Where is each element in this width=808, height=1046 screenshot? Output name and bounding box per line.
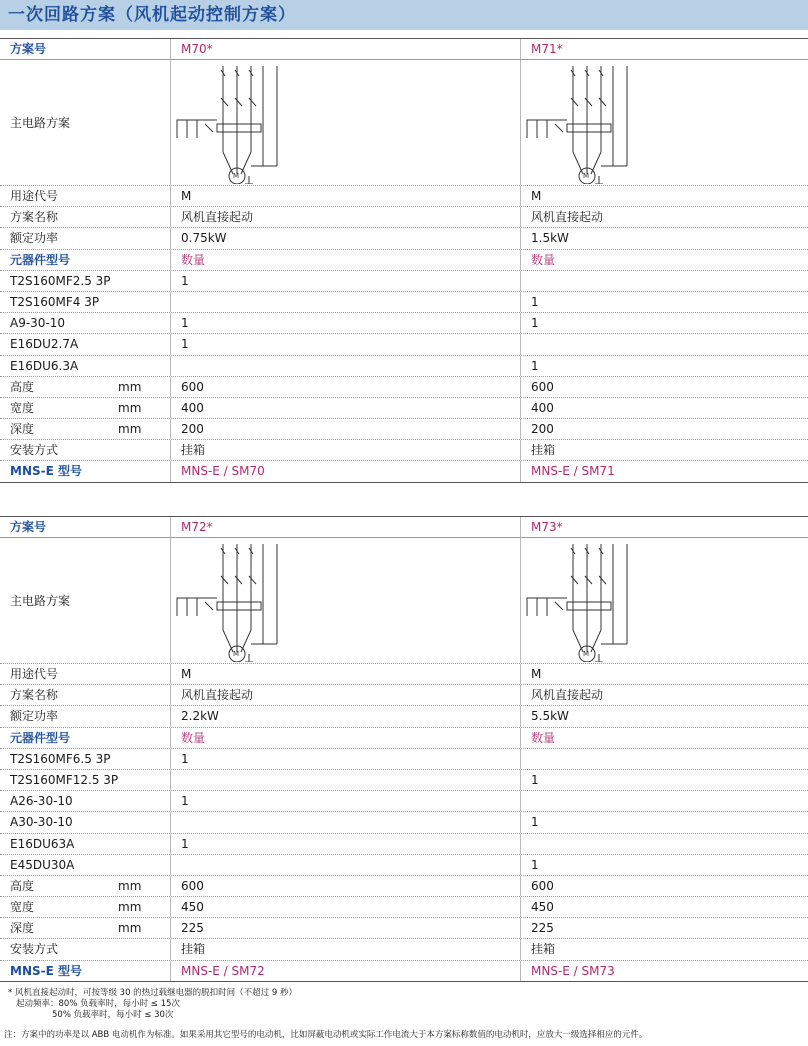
mns-model-value: MNS-E / SM71 bbox=[520, 461, 808, 481]
circuit-diagram-4 bbox=[520, 538, 808, 663]
svg-text:M: M bbox=[583, 650, 590, 658]
table-row bbox=[0, 812, 808, 833]
component-qty: 1 bbox=[520, 770, 808, 790]
power-value: 1.5kW bbox=[520, 228, 808, 248]
footnote-line-1: * 风机直接起动时，可按等级 30 的热过载继电器的脱扣时间（不超过 9 秒） bbox=[8, 988, 297, 998]
depth-value: 225 bbox=[170, 918, 520, 938]
usage-value: M bbox=[170, 664, 520, 684]
unit-label: mm bbox=[118, 379, 142, 394]
table-row bbox=[0, 271, 808, 292]
label-scheme-no: 方案号 bbox=[10, 520, 47, 534]
qty-label: 数量 bbox=[520, 250, 808, 270]
component-qty: 1 bbox=[520, 292, 808, 312]
label-rated-power: 额定功率 bbox=[10, 709, 59, 724]
label-depth bbox=[10, 419, 170, 439]
motor-circuit-icon bbox=[523, 62, 643, 184]
table-row bbox=[0, 918, 808, 939]
depth-value: 225 bbox=[520, 918, 808, 938]
component-qty: 1 bbox=[520, 812, 808, 832]
table-row bbox=[0, 664, 808, 685]
component-model: T2S160MF12.5 3P bbox=[10, 772, 119, 787]
table-row bbox=[0, 770, 808, 791]
footnote-line-2: 起动频率：80% 负载率时，每小时 ≤ 15次 bbox=[16, 999, 180, 1009]
unit-label: mm bbox=[118, 900, 142, 915]
table-row bbox=[0, 440, 808, 461]
motor-circuit-icon bbox=[173, 62, 293, 184]
scheme-table-1 bbox=[0, 38, 808, 483]
table-row bbox=[0, 334, 808, 355]
component-model: E16DU2.7A bbox=[10, 337, 79, 352]
table-row bbox=[0, 791, 808, 812]
dimension-label: 高度 bbox=[10, 878, 35, 893]
scheme-no-4: M73* bbox=[520, 517, 808, 537]
scheme-no-2: M71* bbox=[520, 39, 808, 59]
unit-label: mm bbox=[118, 921, 142, 936]
component-model: T2S160MF4 3P bbox=[10, 294, 100, 309]
scheme-no-3: M72* bbox=[170, 517, 520, 537]
label-component-model: 元器件型号 bbox=[10, 252, 71, 267]
table-row bbox=[0, 855, 808, 876]
component-qty bbox=[170, 855, 520, 875]
component-qty: 1 bbox=[170, 834, 520, 854]
power-value: 5.5kW bbox=[520, 706, 808, 726]
label-main-circuit: 主电路方案 bbox=[10, 594, 71, 608]
circuit-diagram-2 bbox=[520, 60, 808, 185]
table-row bbox=[0, 228, 808, 249]
label-height bbox=[10, 876, 170, 896]
depth-value: 200 bbox=[520, 419, 808, 439]
label-rated-power: 额定功率 bbox=[10, 231, 59, 246]
dimension-label: 宽度 bbox=[10, 900, 35, 915]
component-qty: 1 bbox=[520, 855, 808, 875]
component-model: E16DU6.3A bbox=[10, 358, 79, 373]
label-component-model: 元器件型号 bbox=[10, 730, 71, 745]
unit-label: mm bbox=[118, 878, 142, 893]
scheme-name-value: 风机直接起动 bbox=[170, 207, 520, 227]
motor-circuit-icon bbox=[173, 540, 293, 662]
circuit-diagram-1 bbox=[170, 60, 520, 185]
component-model: A9-30-10 bbox=[10, 316, 66, 331]
label-scheme-name: 方案名称 bbox=[10, 688, 59, 703]
component-qty: 1 bbox=[520, 313, 808, 333]
component-model: T2S160MF2.5 3P bbox=[10, 273, 111, 288]
mns-model-value: MNS-E / SM70 bbox=[170, 461, 520, 481]
power-value: 0.75kW bbox=[170, 228, 520, 248]
table-row bbox=[0, 377, 808, 398]
unit-label: mm bbox=[118, 422, 142, 437]
table-row bbox=[0, 897, 808, 918]
unit-label: mm bbox=[118, 400, 142, 415]
dimension-label: 深度 bbox=[10, 422, 35, 437]
height-value: 600 bbox=[170, 377, 520, 397]
table-row bbox=[0, 685, 808, 706]
table-row bbox=[0, 250, 808, 271]
scheme-table-2 bbox=[0, 516, 808, 982]
label-install-method: 安装方式 bbox=[10, 942, 59, 957]
svg-text:M: M bbox=[233, 172, 240, 180]
table-row bbox=[0, 834, 808, 855]
table-row bbox=[0, 186, 808, 207]
component-qty bbox=[170, 356, 520, 376]
label-width bbox=[10, 897, 170, 917]
table-row bbox=[0, 38, 808, 60]
component-qty bbox=[170, 812, 520, 832]
table-row bbox=[0, 749, 808, 770]
table-row bbox=[0, 313, 808, 334]
label-width bbox=[10, 398, 170, 418]
mns-model-value: MNS-E / SM72 bbox=[170, 961, 520, 981]
footnote-note: 注：方案中的功率是以 ABB 电动机作为标准。如果采用其它型号的电动机，比如屏蔽电动机或实际工作电流大于本方案标称数值的电动机时，应放大一级选择相应的元件。 bbox=[4, 1030, 648, 1040]
scheme-name-value: 风机直接起动 bbox=[520, 685, 808, 705]
table-row bbox=[0, 876, 808, 897]
label-scheme-no: 方案号 bbox=[10, 42, 47, 56]
label-depth bbox=[10, 918, 170, 938]
page-title: 一次回路方案（风机起动控制方案） bbox=[0, 0, 808, 30]
table-row bbox=[0, 516, 808, 538]
qty-label: 数量 bbox=[170, 728, 520, 748]
install-value: 挂箱 bbox=[520, 440, 808, 460]
label-height bbox=[10, 377, 170, 397]
component-model: E16DU63A bbox=[10, 836, 75, 851]
component-model: T2S160MF6.5 3P bbox=[10, 751, 111, 766]
label-usage-code: 用途代号 bbox=[10, 189, 59, 203]
component-qty bbox=[520, 334, 808, 354]
usage-value: M bbox=[520, 186, 808, 206]
height-value: 600 bbox=[520, 377, 808, 397]
footnote-line-3: 50% 负载率时，每小时 ≤ 30次 bbox=[52, 1010, 174, 1020]
table-row bbox=[0, 292, 808, 313]
table-row bbox=[0, 538, 808, 664]
power-value: 2.2kW bbox=[170, 706, 520, 726]
scheme-no-1: M70* bbox=[170, 39, 520, 59]
width-value: 400 bbox=[170, 398, 520, 418]
component-qty: 1 bbox=[170, 313, 520, 333]
label-main-circuit: 主电路方案 bbox=[10, 116, 71, 130]
depth-value: 200 bbox=[170, 419, 520, 439]
height-value: 600 bbox=[170, 876, 520, 896]
component-qty: 1 bbox=[170, 271, 520, 291]
width-value: 450 bbox=[520, 897, 808, 917]
table-row bbox=[0, 207, 808, 228]
component-qty: 1 bbox=[170, 334, 520, 354]
label-scheme-name: 方案名称 bbox=[10, 210, 59, 225]
install-value: 挂箱 bbox=[170, 939, 520, 959]
qty-label: 数量 bbox=[170, 250, 520, 270]
label-mns-model: MNS-E 型号 bbox=[10, 464, 82, 479]
svg-text:M: M bbox=[233, 650, 240, 658]
motor-circuit-icon bbox=[523, 540, 643, 662]
dimension-label: 深度 bbox=[10, 921, 35, 936]
usage-value: M bbox=[520, 664, 808, 684]
table-row bbox=[0, 728, 808, 749]
width-value: 450 bbox=[170, 897, 520, 917]
qty-label: 数量 bbox=[520, 728, 808, 748]
component-model: E45DU30A bbox=[10, 857, 75, 872]
component-qty bbox=[520, 749, 808, 769]
table-row bbox=[0, 706, 808, 727]
mns-model-value: MNS-E / SM73 bbox=[520, 961, 808, 981]
component-qty bbox=[170, 292, 520, 312]
svg-text:M: M bbox=[583, 172, 590, 180]
table-row bbox=[0, 419, 808, 440]
table-row bbox=[0, 398, 808, 419]
circuit-diagram-3 bbox=[170, 538, 520, 663]
label-install-method: 安装方式 bbox=[10, 443, 59, 458]
component-qty bbox=[170, 770, 520, 790]
table-row bbox=[0, 461, 808, 482]
component-qty bbox=[520, 834, 808, 854]
table-row bbox=[0, 939, 808, 960]
component-qty bbox=[520, 791, 808, 811]
install-value: 挂箱 bbox=[520, 939, 808, 959]
component-qty bbox=[520, 271, 808, 291]
dimension-label: 高度 bbox=[10, 379, 35, 394]
dimension-label: 宽度 bbox=[10, 400, 35, 415]
label-mns-model: MNS-E 型号 bbox=[10, 963, 82, 978]
component-model: A30-30-10 bbox=[10, 815, 73, 830]
component-qty: 1 bbox=[170, 749, 520, 769]
table-row bbox=[0, 60, 808, 186]
scheme-name-value: 风机直接起动 bbox=[170, 685, 520, 705]
width-value: 400 bbox=[520, 398, 808, 418]
height-value: 600 bbox=[520, 876, 808, 896]
usage-value: M bbox=[170, 186, 520, 206]
install-value: 挂箱 bbox=[170, 440, 520, 460]
component-qty: 1 bbox=[520, 356, 808, 376]
scheme-name-value: 风机直接起动 bbox=[520, 207, 808, 227]
table-row bbox=[0, 961, 808, 982]
label-usage-code: 用途代号 bbox=[10, 667, 59, 681]
table-row bbox=[0, 356, 808, 377]
component-model: A26-30-10 bbox=[10, 794, 73, 809]
component-qty: 1 bbox=[170, 791, 520, 811]
